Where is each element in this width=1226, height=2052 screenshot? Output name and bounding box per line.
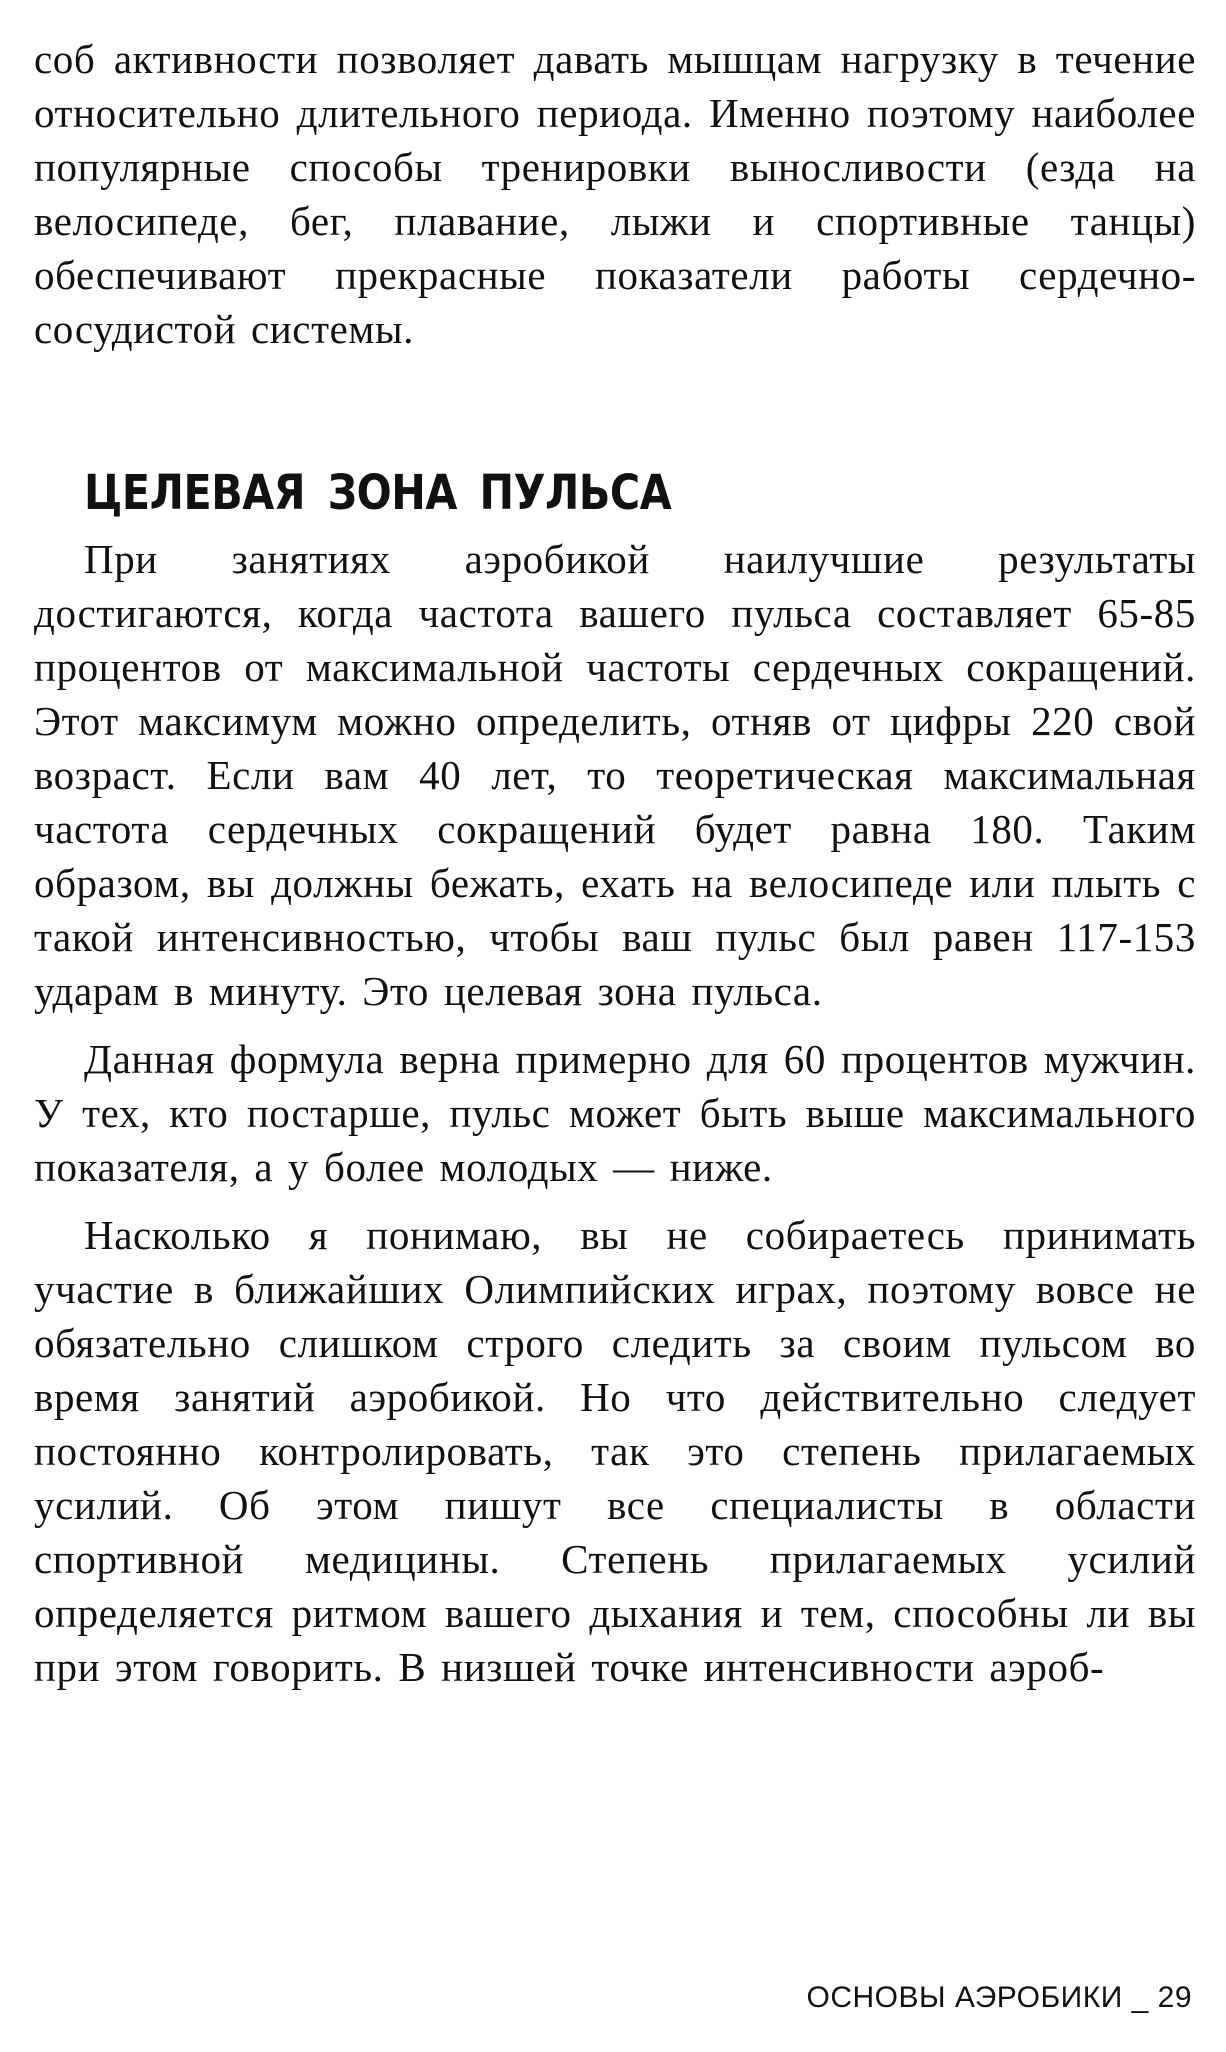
body-paragraph: Насколько я понимаю, вы не собираетесь принимать участие в ближайших Олимпийских играх, поэтому вовсе не обязательно слишком строго следить за своим пульсом во время занятий аэробикой. Но что действительно следует постоянно контролировать, так это степень прилагаемых усилий. Об этом пишут все специалисты в области спортивной медицины. Степень прилагаемых усилий определяется ритмом вашего дыхания и тем, способны ли вы при этом говорить. В низшей точке интенсивности аэроб- <box>34 1212 1196 1690</box>
book-page <box>34 32 1196 2012</box>
body-paragraph: При занятиях аэробикой наилучшие результаты достигаются, когда частота вашего пульса составляет 65-85 процентов от максимальной частоты сердечных сокращений. Этот максимум можно определить, отняв от цифры 220 свой возраст. Если вам 40 лет, то теоретическая максимальная частота сердечных сокращений будет равна 180. Таким образом, вы должны бежать, ехать на велосипеде или плыть с такой интенсивностью, чтобы ваш пульс был равен 117-153 ударам в минуту. Это целевая зона пульса. <box>34 536 1196 1014</box>
body-paragraph: Данная формула верна примерно для 60 процентов мужчин. У тех, кто постарше, пульс может быть выше максимального показателя, а у более молодых — ниже. <box>34 1036 1196 1190</box>
running-footer: ОСНОВЫ АЭРОБИКИ _ 29 <box>806 1981 1192 2014</box>
section-heading: ЦЕЛЕВАЯ ЗОНА ПУЛЬСА <box>84 465 672 521</box>
intro-paragraph: соб активности позволяет давать мышцам нагрузку в течение относительно длительного периода. Именно поэтому наиболее популярные способы тренировки выносливости (езда на велосипеде, бег, плавание, лыжи и спортивные танцы) обеспечивают прекрасные показатели работы сердечно-сосудистой системы. <box>34 36 1196 352</box>
